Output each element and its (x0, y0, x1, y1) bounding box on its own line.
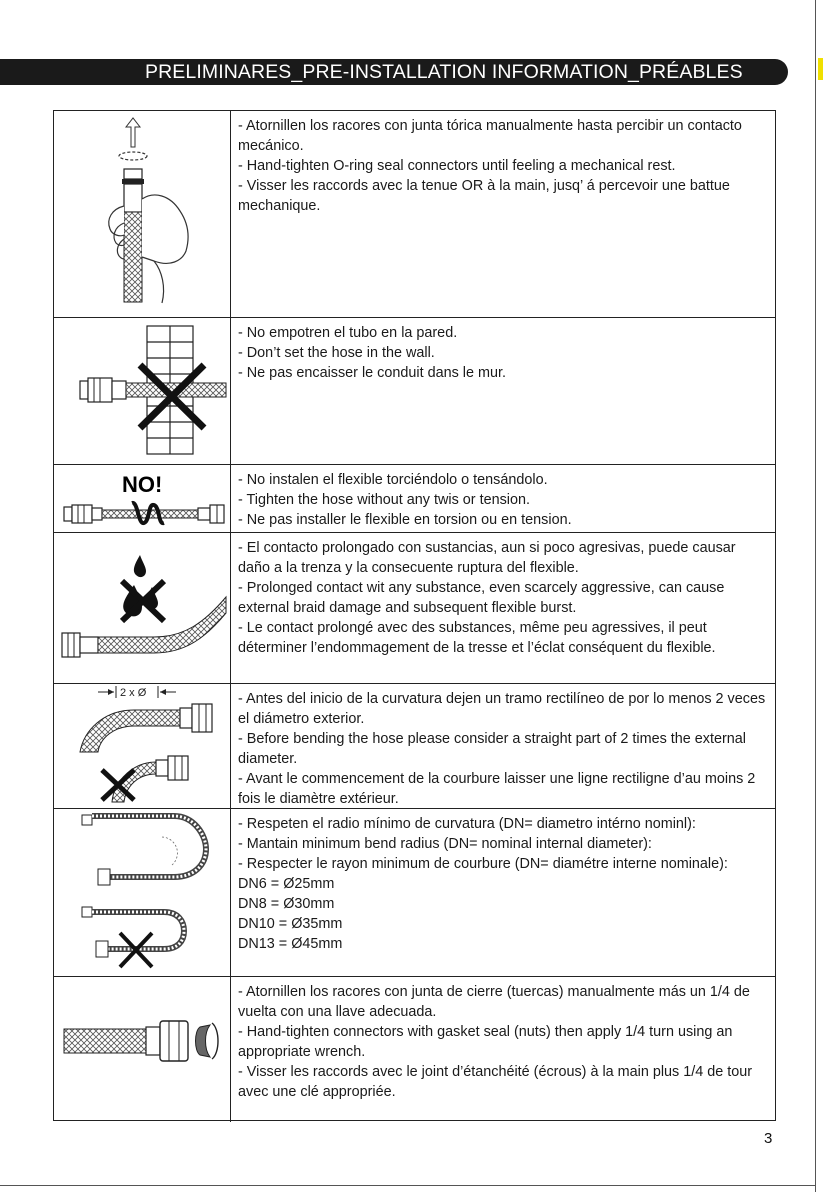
page-edge-tab (818, 58, 823, 80)
instruction-en: - Before bending the hose please consider a straight part of 2 times the external diameter. (238, 731, 746, 767)
instruction-fr: - Le contact prolongé avec des substances, même peu agressives, il peut déterminer l’endommagement de la tresse et l’éclat conséquent du flexible. (238, 620, 716, 656)
bend-radius-illustration (54, 809, 231, 976)
page-border-bottom (0, 1185, 816, 1186)
instruction-fr: - Ne pas installer le flexible en torsion ou en tension. (238, 512, 572, 528)
instruction-row-chemicals (54, 533, 775, 684)
oring-hand-tighten-illustration (54, 111, 231, 317)
instruction-fr: - Respecter le rayon minimum de courbure (DN= diamétre interne nominale): (238, 856, 728, 872)
diameter-label: 2 x Ø (120, 687, 147, 699)
instruction-es: - No instalen el flexible torciéndolo o tensándolo. (238, 472, 548, 488)
instructions-table (53, 110, 776, 1121)
instruction-row-bend-radius (54, 809, 775, 977)
instruction-en: - Hand-tighten connectors with gasket seal (nuts) then apply 1/4 turn using an appropriate wrench. (238, 1024, 733, 1060)
instruction-row-straight (54, 684, 775, 809)
section-title: PRELIMINARES_PRE-INSTALLATION INFORMATION_PRÉABLES (145, 61, 743, 83)
instruction-en: - Prolonged contact wit any substance, even scarcely aggressive, can cause external braid damage and subsequent flexible burst. (238, 580, 725, 616)
oring-instruction-text (238, 116, 769, 216)
no-twist-illustration (54, 465, 231, 532)
straight-instruction-text (238, 689, 769, 809)
wall-instruction-text (238, 323, 769, 383)
dn10-radius: DN10 = Ø35mm (238, 916, 343, 932)
instruction-row-twist (54, 465, 775, 533)
gasket-instruction-text (238, 982, 769, 1102)
bend-radius-instruction-text (238, 814, 769, 954)
no-chemicals-illustration (54, 533, 231, 683)
dn13-radius: DN13 = Ø45mm (238, 936, 343, 952)
page-number: 3 (764, 1130, 773, 1147)
instruction-es: - Atornillen los racores con junta tórica manualmente hasta percibir un contacto mecánico. (238, 118, 742, 154)
gasket-wrench-illustration (54, 977, 231, 1122)
instruction-es: - No empotren el tubo en la pared. (238, 325, 458, 341)
twist-instruction-text (238, 470, 769, 530)
page-border-right (815, 0, 816, 1192)
instruction-en: - Hand-tighten O-ring seal connectors until feeling a mechanical rest. (238, 158, 676, 174)
instruction-fr: - Ne pas encaisser le conduit dans le mur. (238, 365, 506, 381)
chemicals-instruction-text (238, 538, 769, 658)
instruction-es: - Atornillen los racores con junta de cierre (tuercas) manualmente más un 1/4 de vuelta con una llave adecuada. (238, 984, 750, 1020)
instruction-fr: - Avant le commencement de la courbure laisser une ligne rectiligne d’au moins 2 fois le diamètre extérieur. (238, 771, 756, 807)
section-header-bar (0, 59, 788, 85)
straight-section-illustration (54, 684, 231, 808)
instruction-en: - Mantain minimum bend radius (DN= nominal internal diameter): (238, 836, 652, 852)
dn8-radius: DN8 = Ø30mm (238, 896, 335, 912)
instruction-en: - Don’t set the hose in the wall. (238, 345, 435, 361)
instruction-es: - Respeten el radio mínimo de curvatura (DN= diametro intérno nominl): (238, 816, 696, 832)
instruction-row-wall (54, 318, 775, 465)
instruction-en: - Tighten the hose without any twis or tension. (238, 492, 530, 508)
no-warning-label: NO! (122, 472, 163, 497)
instruction-es: - Antes del inicio de la curvatura dejen un tramo rectilíneo de por lo menos 2 veces el diámetro exterior. (238, 691, 766, 727)
no-wall-embedding-illustration (54, 318, 231, 464)
dn6-radius: DN6 = Ø25mm (238, 876, 335, 892)
instruction-fr: - Visser les raccords avec le joint d’étanchéité (écrous) à la main plus 1/4 de tour avec une clé appropriée. (238, 1064, 753, 1100)
instruction-fr: - Visser les raccords avec la tenue OR à la main, jusq’ á percevoir une battue mechanique. (238, 178, 730, 214)
instruction-row-oring (54, 111, 775, 318)
instruction-es: - El contacto prolongado con sustancias, aun si poco agresivas, puede causar daño a la trenza y la consecuente ruptura del flexible. (238, 540, 736, 576)
instruction-row-gasket (54, 977, 775, 1122)
